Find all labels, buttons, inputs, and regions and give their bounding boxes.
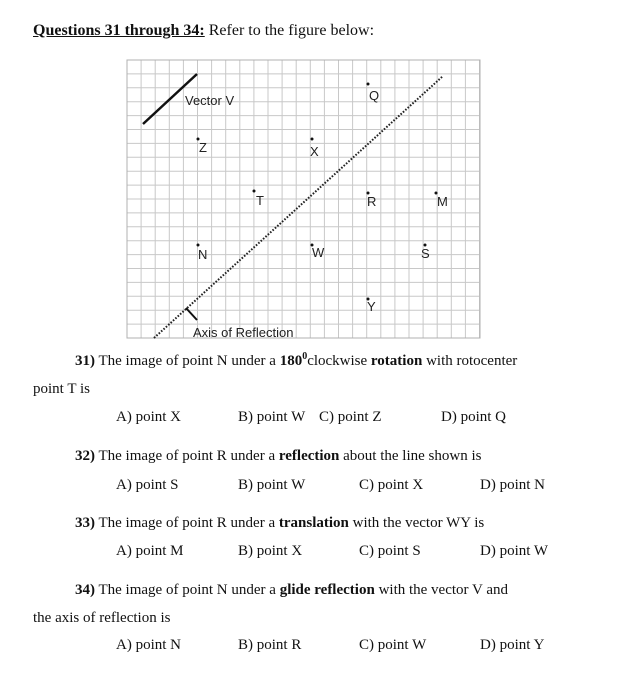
- q31-option-d: D) point Q: [441, 409, 506, 425]
- q34-text-a: The image of point N under a: [95, 582, 280, 598]
- point-w-label: W: [312, 245, 325, 260]
- q31-text-a: The image of point N under a: [95, 353, 280, 369]
- q34-number: 34): [75, 582, 95, 598]
- question-33: [75, 514, 484, 532]
- point-n-label: N: [198, 247, 208, 262]
- q34-option-d: D) point Y: [480, 637, 545, 653]
- q34-option-c: C) point W: [359, 637, 427, 653]
- header-rest: Refer to the figure below:: [204, 22, 375, 39]
- q31-text-c: with rotocenter: [422, 353, 518, 369]
- point-t-label: T: [256, 193, 264, 208]
- q31-bold: rotation: [370, 353, 423, 369]
- q31-line2: point T is: [33, 381, 90, 397]
- point-y-label: Y: [367, 299, 376, 314]
- question-31: [75, 352, 517, 370]
- grid: [127, 60, 480, 338]
- point-q-dot: [367, 83, 370, 86]
- q32-option-a: A) point S: [116, 477, 179, 493]
- point-z-label: Z: [199, 140, 207, 155]
- q33-text-a: The image of point R under a: [95, 515, 279, 531]
- q31-degree-sign: 0: [302, 351, 308, 362]
- q33-option-a: A) point M: [116, 543, 184, 559]
- q31-option-b: B) point W: [238, 409, 306, 425]
- q34-text-b: with the vector V and: [374, 582, 508, 598]
- point-s-label: S: [421, 246, 430, 261]
- q33-option-d: D) point W: [480, 543, 549, 559]
- point-q-label: Q: [369, 88, 380, 103]
- q32-text-b: about the line shown is: [339, 448, 482, 464]
- q34-line2: the axis of reflection is: [33, 610, 171, 626]
- q34-option-a: A) point N: [116, 637, 181, 653]
- q32-text-a: The image of point R under a: [95, 448, 279, 464]
- axis-label: Axis of Reflection: [193, 325, 294, 340]
- q33-option-b: B) point X: [238, 543, 303, 559]
- q32-option-d: D) point N: [480, 477, 545, 493]
- point-x-label: X: [310, 144, 319, 159]
- q33-option-c: C) point S: [359, 543, 421, 559]
- point-r-label: R: [367, 194, 377, 209]
- question-34: [75, 581, 508, 599]
- q32-bold: reflection: [278, 448, 340, 464]
- q31-option-a: A) point X: [116, 409, 181, 425]
- q32-number: 32): [75, 448, 95, 464]
- point-x-dot: [311, 138, 314, 141]
- q31-option-c: C) point Z: [319, 409, 382, 425]
- q32-option-c: C) point X: [359, 477, 424, 493]
- q34-option-b: B) point R: [238, 637, 302, 653]
- q31-text-b: clockwise: [307, 353, 371, 369]
- point-m-label: M: [437, 194, 448, 209]
- header-lead: Questions 31 through 34:: [33, 22, 205, 39]
- q31-degrees: 180: [279, 353, 303, 369]
- q31-number: 31): [75, 353, 95, 369]
- q32-option-b: B) point W: [238, 477, 306, 493]
- q34-bold: glide reflection: [279, 582, 375, 598]
- q33-text-b: with the vector WY is: [348, 515, 485, 531]
- question-32: [75, 447, 481, 465]
- q33-bold: translation: [278, 515, 349, 531]
- q33-number: 33): [75, 515, 95, 531]
- vector-v-label: Vector V: [185, 93, 235, 108]
